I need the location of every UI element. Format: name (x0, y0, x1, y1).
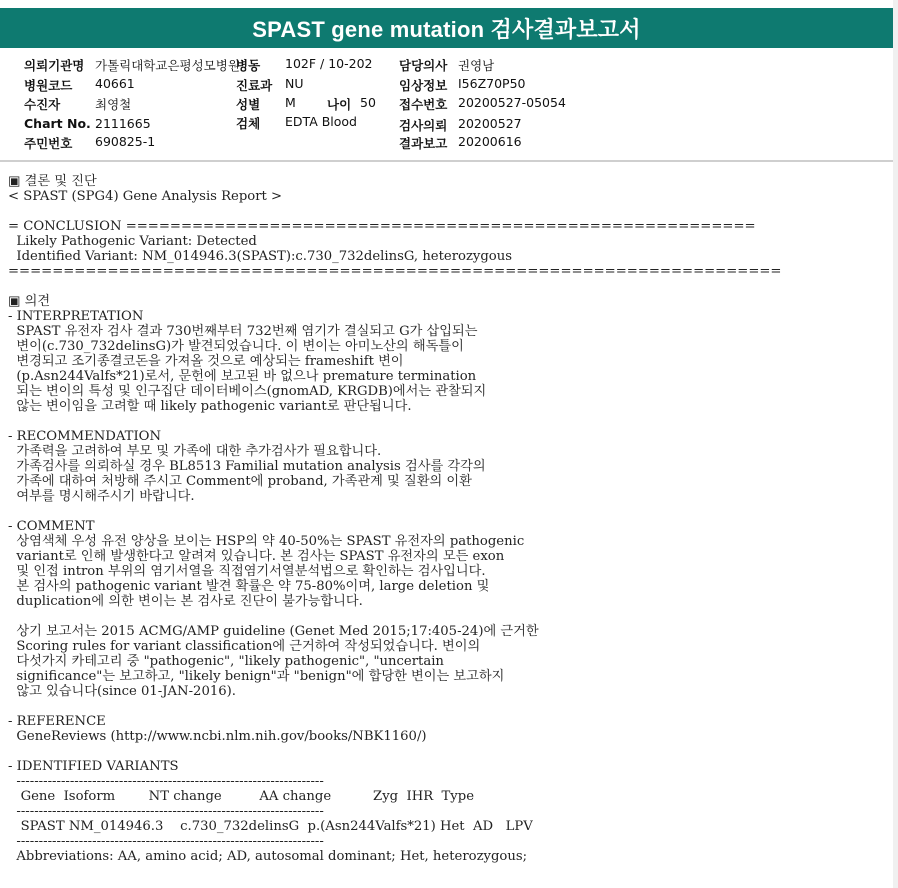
info-label: 나이 (327, 97, 352, 112)
report-line: --------------------------------------------------------------------- (8, 834, 324, 849)
report-line: --------------------------------------------------------------------- (8, 774, 324, 789)
report-line: < SPAST (SPG4) Gene Analysis Report > (8, 189, 283, 204)
header-divider (0, 160, 893, 162)
info-value: 102F / 10-202 (285, 56, 373, 71)
info-label: 결과보고 (399, 136, 448, 151)
report-line: Abbreviations: AA, amino acid; AD, autosomal dominant; Het, heterozygous; (8, 849, 528, 864)
report-line (8, 744, 888, 759)
info-label: 검사의뢰 (399, 118, 448, 133)
info-label: 수진자 (24, 97, 61, 112)
info-label: 진료과 (236, 78, 273, 93)
report-line: - IDENTIFIED VARIANTS (8, 759, 179, 774)
info-value: NU (285, 76, 304, 91)
info-value: 20200527 (458, 116, 522, 131)
report-line: 않고 있습니다(since 01-JAN-2016). (8, 684, 236, 699)
report-line: - INTERPRETATION (8, 309, 144, 324)
report-line: Scoring rules for variant classification에 근거하여 작성되었습니다. 변이의 (8, 639, 481, 654)
report-line: significance"는 보고하고, "likely benign"과 "benign"에 합당한 변이는 보고하지 (8, 669, 505, 684)
report-line: 되는 변이의 특성 및 인구집단 데이터베이스(gnomAD, KRGDB)에서는 관찰되지 (8, 384, 487, 399)
report-line: (p.Asn244Valfs*21)로서, 문헌에 보고된 바 없으나 premature termination (8, 369, 477, 384)
report-line: ▣ 결론 및 진단 (8, 174, 97, 189)
info-label: 접수번호 (399, 97, 448, 112)
info-value: EDTA Blood (285, 114, 357, 129)
info-value: 권영남 (458, 58, 495, 73)
info-label: Chart No. (24, 116, 91, 131)
info-value: 가톨릭대학교은평성모병원 (95, 58, 240, 73)
report-line: variant로 인해 발생한다고 알려져 있습니다. 본 검사는 SPAST 유전자의 모든 exon (8, 549, 505, 564)
report-line: 변이(c.730_732delinsG)가 발견되었습니다. 이 변이는 아미노산의 해독틀이 (8, 339, 464, 354)
info-value: 20200616 (458, 134, 522, 149)
report-title: SPAST gene mutation 검사결과보고서 (0, 8, 893, 48)
report-line: - COMMENT (8, 519, 95, 534)
report-line: ====================================================================== (8, 264, 782, 279)
report-body (8, 174, 888, 864)
info-label: 검체 (236, 116, 261, 131)
info-label: 의뢰기관명 (24, 58, 85, 73)
report-line (8, 204, 888, 219)
info-value: 최영철 (95, 97, 132, 112)
report-line: 않는 변이임을 고려할 때 likely pathogenic variant로 판단됩니다. (8, 399, 412, 414)
report-line: SPAST 유전자 검사 결과 730번째부터 732번째 염기가 결실되고 G가 삽입되는 (8, 324, 478, 339)
report-line: 가족검사를 의뢰하실 경우 BL8513 Familial mutation analysis 검사를 각각의 (8, 459, 486, 474)
info-value: 2111665 (95, 116, 151, 131)
report-line: Likely Pathogenic Variant: Detected (8, 234, 257, 249)
report-line (8, 699, 888, 714)
report-line: 여부를 명시해주시기 바랍니다. (8, 489, 195, 504)
report-line: SPAST NM_014946.3 c.730_732delinsG p.(Asn244Valfs*21) Het AD LPV (8, 819, 533, 834)
info-label: 병원코드 (24, 78, 73, 93)
info-value: I56Z70P50 (458, 76, 526, 91)
report-line (8, 609, 888, 624)
info-value: 40661 (95, 76, 135, 91)
report-line: 및 인접 intron 부위의 염기서열을 직접염기서열분석법으로 확인하는 검사입니다. (8, 564, 486, 579)
report-line: 상기 보고서는 2015 ACMG/AMP guideline (Genet Med 2015;17:405-24)에 근거한 (8, 624, 539, 639)
report-line: duplication에 의한 변이는 본 검사로 진단이 불가능합니다. (8, 594, 363, 609)
report-line: - RECOMMENDATION (8, 429, 162, 444)
report-line: GeneReviews (http://www.ncbi.nlm.nih.gov/books/NBK1160/) (8, 729, 427, 744)
report-line: Identified Variant: NM_014946.3(SPAST):c.730_732delinsG, heterozygous (8, 249, 513, 264)
report-line: --------------------------------------------------------------------- (8, 804, 324, 819)
report-line: 다섯가지 카테고리 중 "pathogenic", "likely pathogenic", "uncertain (8, 654, 444, 669)
report-line: 가족에 대하여 처방해 주시고 Comment에 proband, 가족관계 및 질환의 이환 (8, 474, 472, 489)
info-label: 담당의사 (399, 58, 448, 73)
report-line: 가족력을 고려하여 부모 및 가족에 대한 추가검사가 필요합니다. (8, 444, 382, 459)
report-line: 본 검사의 pathogenic variant 발견 확률은 약 75-80%이며, large deletion 및 (8, 579, 490, 594)
report-line: = CONCLUSION ========================================================= (8, 219, 756, 234)
report-line: - REFERENCE (8, 714, 106, 729)
report-line: 상염색체 우성 유전 양상을 보이는 HSP의 약 40-50%는 SPAST 유전자의 pathogenic (8, 534, 525, 549)
info-label: 주민번호 (24, 136, 73, 151)
info-label: 임상정보 (399, 78, 448, 93)
report-line: 변경되고 조기종결코돈을 가져올 것으로 예상되는 frameshift 변이 (8, 354, 404, 369)
info-value: 690825-1 (95, 134, 156, 149)
scroll-edge (893, 0, 898, 888)
report-line (8, 504, 888, 519)
report-line: ▣ 의견 (8, 294, 51, 309)
info-label: 병동 (236, 58, 261, 73)
report-line (8, 414, 888, 429)
info-value: 20200527-05054 (458, 95, 566, 110)
info-value: M (285, 95, 296, 110)
info-label: 성별 (236, 97, 261, 112)
report-line (8, 279, 888, 294)
info-value: 50 (360, 95, 376, 110)
report-line: Gene Isoform NT change AA change Zyg IHR Type (8, 789, 475, 804)
